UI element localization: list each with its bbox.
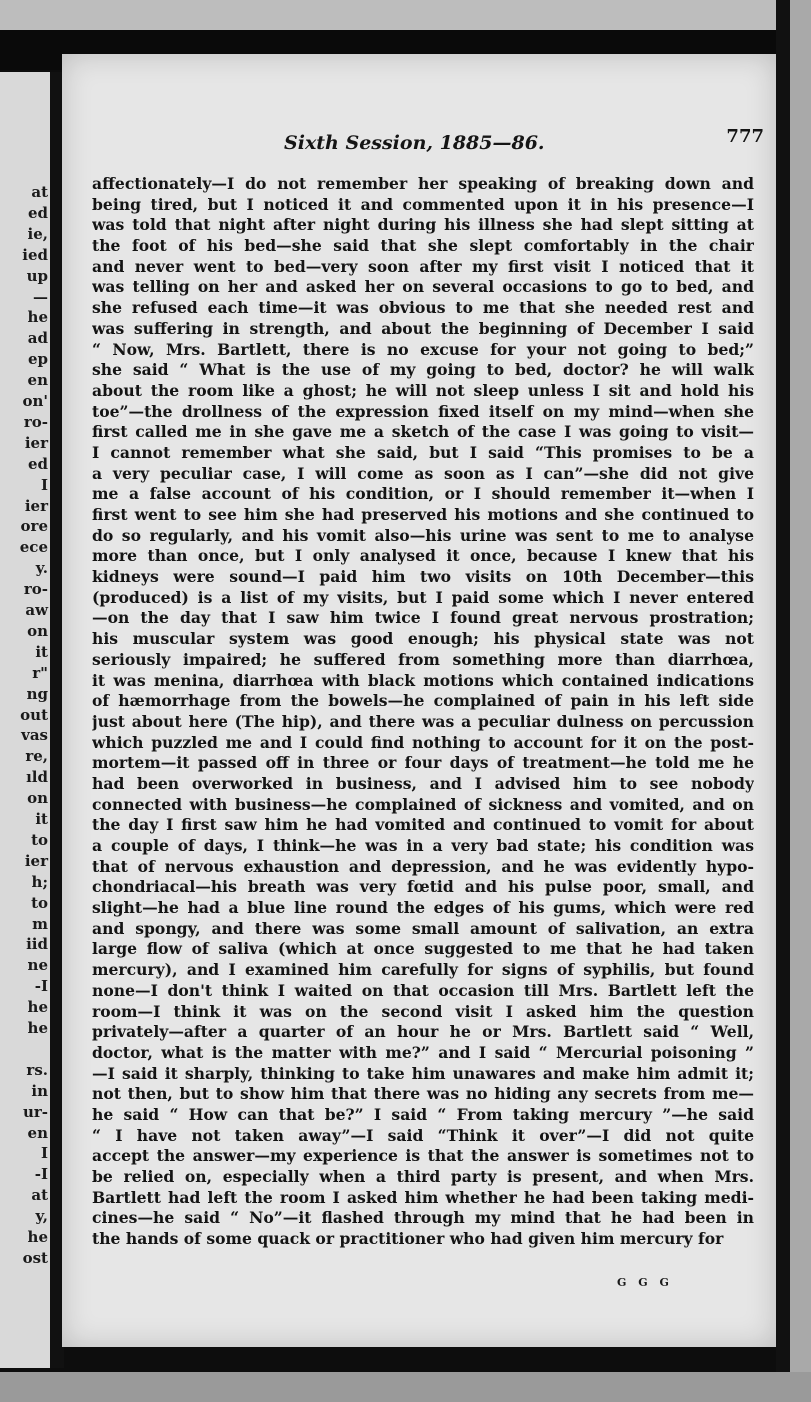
text-line: it was menina, diarrhœa with black motions which contained indications bbox=[92, 670, 754, 690]
facing-page-fragment: he bbox=[27, 308, 48, 327]
facing-page-fragment: he bbox=[27, 1228, 48, 1246]
facing-page-fragment: ıld bbox=[26, 768, 48, 787]
facing-page-fragment: en bbox=[27, 1123, 48, 1142]
text-line: be relied on, especially when a third party is present, and when Mrs. bbox=[92, 1167, 754, 1186]
facing-page-fragment: rs. bbox=[26, 1060, 48, 1079]
text-line: —on the day that I saw him twice I found great nervous prostration; bbox=[92, 608, 754, 628]
text-line: which puzzled me and I could find nothing to account for it on the post- bbox=[92, 732, 754, 752]
facing-page-fragment: I bbox=[40, 475, 48, 494]
text-line: toe”—the drollness of the expression fixed itself on my mind—when she bbox=[92, 401, 754, 421]
text-line: the hands of some quack or practitioner who had given him mercury for bbox=[92, 1229, 724, 1249]
facing-page-fragment: ng bbox=[26, 684, 48, 703]
facing-page-fragment: en bbox=[27, 371, 48, 390]
text-line: slight—he had a blue line round the edges of his gums, which were red bbox=[92, 898, 754, 918]
facing-page-fragment: aw bbox=[25, 601, 48, 619]
facing-page-fragment: it bbox=[35, 642, 48, 661]
text-line: more than once, but I only analysed it once, because I knew that his bbox=[92, 546, 754, 566]
text-line: she refused each time—it was obvious to me that she needed rest and bbox=[92, 298, 754, 318]
text-line: seriously impaired; he suffered from something more than diarrhœa, bbox=[92, 649, 754, 669]
text-line: mortem—it passed off in three or four days of treatment—he told me he bbox=[92, 753, 754, 773]
facing-page-fragment: y, bbox=[35, 1207, 48, 1226]
text-line: large flow of saliva (which at once suggested to me that he had taken bbox=[92, 939, 754, 959]
page-header bbox=[284, 126, 764, 162]
facing-page-fragment: ro- bbox=[23, 412, 48, 431]
facing-page-fragment: vas bbox=[21, 726, 48, 745]
text-line: first called me in she gave me a sketch of the case I was going to visit— bbox=[92, 422, 754, 442]
facing-page-fragment: re, bbox=[25, 747, 48, 766]
facing-page-fragment: -I bbox=[34, 1165, 48, 1184]
facing-page-fragment: ier bbox=[24, 851, 48, 870]
facing-page-fragment: ed bbox=[27, 454, 48, 473]
text-line: privately—after a quarter of an hour he or Mrs. Bartlett said “ Well, bbox=[92, 1022, 754, 1042]
text-line: room—I think it was on the second visit I asked him the question bbox=[92, 1001, 754, 1021]
facing-page-fragment: up bbox=[26, 266, 48, 285]
facing-page-fragment: ro- bbox=[23, 580, 48, 599]
facing-page-fragment: ne bbox=[27, 956, 48, 975]
text-line: “ I have not taken away”—I said “Think it over”—I did not quite bbox=[92, 1125, 754, 1145]
facing-page-fragment: he bbox=[27, 998, 48, 1017]
facing-page-edge bbox=[0, 72, 52, 1368]
text-line: accept the answer—my experience is that the answer is sometimes not to bbox=[92, 1146, 754, 1166]
facing-page-fragment: out bbox=[20, 705, 48, 724]
text-line: the foot of his bed—she said that she slept comfortably in the chair bbox=[92, 236, 754, 256]
text-line: she said “ What is the use of my going to bed, doctor? he will walk bbox=[92, 360, 754, 380]
text-line: had been overworked in business, and I advised him to see nobody bbox=[92, 773, 754, 793]
text-line: and never went to bed—very soon after my first visit I noticed that it bbox=[92, 256, 754, 276]
text-line: about the room like a ghost; he will not sleep unless I sit and hold his bbox=[92, 380, 754, 400]
text-line: his muscular system was good enough; his physical state was not bbox=[92, 629, 754, 649]
printer-signature-mark: G G G bbox=[617, 1276, 673, 1289]
facing-page-fragment: ore bbox=[20, 517, 48, 536]
facing-page-fragment: r" bbox=[32, 663, 48, 682]
text-line: (produced) is a list of my visits, but I paid some which I never entered bbox=[92, 587, 754, 607]
text-line: chondriacal—his breath was very fœtid and his pulse poor, small, and bbox=[92, 877, 754, 897]
text-line: doctor, what is the matter with me?” and I said “ Mercurial poisoning ” bbox=[92, 1042, 754, 1062]
text-line: cines—he said “ No”—it flashed through my mind that he had been in bbox=[92, 1208, 754, 1228]
text-line: do so regularly, and his vomit also—his urine was sent to me to analyse bbox=[92, 525, 754, 545]
facing-page-fragment: on bbox=[27, 789, 48, 808]
facing-page-fragment: ece bbox=[19, 538, 48, 557]
facing-page-fragment: m bbox=[32, 914, 48, 933]
scan-border-bottom bbox=[0, 1372, 811, 1402]
text-line: was telling on her and asked her on several occasions to go to bed, and bbox=[92, 277, 754, 297]
page-number: 777 bbox=[726, 126, 764, 147]
facing-page-fragment: ier bbox=[24, 496, 48, 515]
facing-page-fragment: y. bbox=[35, 559, 48, 578]
text-line: was told that night after night during his illness she had slept sitting at bbox=[92, 215, 754, 235]
text-line: a couple of days, I think—he was in a very bad state; his condition was bbox=[92, 836, 754, 855]
facing-page-fragment: at bbox=[31, 1186, 48, 1205]
facing-page-fragment: in bbox=[31, 1081, 48, 1100]
facing-page-fragment: ie, bbox=[27, 224, 48, 243]
text-line: of hæmorrhage from the bowels—he complained of pain in his left side bbox=[92, 691, 754, 711]
text-line: I cannot remember what she said, but I said “This promises to be a bbox=[92, 442, 754, 462]
facing-page-fragment: ur- bbox=[22, 1102, 48, 1121]
text-line: “ Now, Mrs. Bartlett, there is no excuse for your not going to bed;” bbox=[92, 339, 754, 359]
facing-page-fragment: ier bbox=[24, 433, 48, 452]
text-line: just about here (The hip), and there was a peculiar dulness on percussion bbox=[92, 711, 754, 731]
facing-page-fragment: at bbox=[31, 183, 48, 201]
facing-page-fragment: ed bbox=[27, 203, 48, 222]
text-line: and spongy, and there was some small amount of salivation, an extra bbox=[92, 918, 754, 938]
text-line: he said “ How can that be?” I said “ From taking mercury ”—he said bbox=[92, 1104, 754, 1124]
facing-page-fragment: -I bbox=[34, 977, 48, 996]
facing-page-fragment: ost bbox=[22, 1248, 48, 1267]
text-line: affectionately—I do not remember her speaking of breaking down and bbox=[92, 174, 754, 193]
page-body-text bbox=[92, 174, 754, 1250]
facing-page-fragment: to bbox=[31, 830, 48, 849]
text-line: first went to see him she had preserved his motions and she continued to bbox=[92, 505, 754, 524]
book-page bbox=[62, 54, 776, 1347]
text-line: was suffering in strength, and about the beginning of December I said bbox=[92, 318, 754, 338]
scan-border-right-band bbox=[776, 0, 790, 1402]
facing-page-fragment: — bbox=[33, 287, 48, 306]
facing-page-fragment: he bbox=[27, 1019, 48, 1037]
text-line: not then, but to show him that there was no hiding any secrets from me— bbox=[92, 1084, 754, 1104]
facing-page-fragment: ad bbox=[27, 329, 48, 348]
text-line: none—I don't think I waited on that occasion till Mrs. Bartlett left the bbox=[92, 980, 754, 1000]
facing-page-fragment: iid bbox=[26, 935, 48, 954]
facing-page-fragment: I bbox=[40, 1144, 48, 1163]
running-head: Sixth Session, 1885—86. bbox=[284, 132, 545, 154]
facing-page-fragment: to bbox=[31, 893, 48, 912]
text-line: that of nervous exhaustion and depression, and he was evidently hypo- bbox=[92, 856, 754, 876]
text-line: me a false account of his condition, or I should remember it—when I bbox=[92, 484, 754, 504]
text-line: connected with business—he complained of sickness and vomited, and on bbox=[92, 794, 754, 814]
facing-page-fragment: ep bbox=[27, 350, 48, 369]
text-line: Bartlett had left the room I asked him whether he had been taking medi- bbox=[92, 1187, 754, 1207]
facing-page-fragment: h; bbox=[31, 872, 48, 891]
facing-page-fragment: on' bbox=[22, 392, 48, 410]
facing-page-fragment: it bbox=[35, 810, 48, 828]
text-line: a very peculiar case, I will come as soon as I can”—she did not give bbox=[92, 463, 754, 483]
text-line: mercury), and I examined him carefully for signs of syphilis, but found bbox=[92, 960, 754, 980]
text-line: kidneys were sound—I paid him two visits on 10th December—this bbox=[92, 567, 754, 587]
text-line: being tired, but I noticed it and commented upon it in his presence—I bbox=[92, 194, 754, 214]
text-line: the day I first saw him he had vomited and continued to vomit for about bbox=[92, 815, 754, 835]
facing-page-fragment: on bbox=[27, 621, 48, 640]
facing-page-fragment: ied bbox=[22, 245, 48, 264]
text-line: —I said it sharply, thinking to take him unawares and make him admit it; bbox=[92, 1063, 754, 1083]
